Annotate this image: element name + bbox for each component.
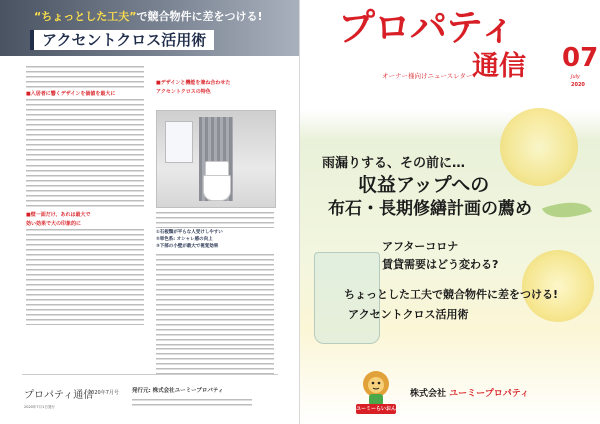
right-page [300, 0, 600, 424]
feature-1-line-2: 賃貸需要はどう変わる? [382, 258, 499, 271]
masthead-tagline: オーナー様向けニュースレター [382, 72, 473, 80]
article-banner [0, 0, 300, 56]
masthead-tsushin: 通信 [472, 51, 526, 82]
body-text-block [26, 165, 144, 209]
footer-issue: 2020年7月号 [88, 390, 119, 396]
footer-address [132, 399, 252, 411]
feature-2-line-2: アクセントクロス活用術 [348, 308, 469, 321]
article-column-2 [156, 66, 274, 97]
restroom-photo [156, 110, 276, 208]
footer-publisher: 発行元: 株式会社ユーミープロパティ [132, 388, 224, 394]
issue-year: 2020 [571, 82, 585, 88]
col2-list-item-3: ③下部の小壁が最大で視覚効果 [156, 244, 219, 249]
banner-subtitle-quote: “ちょっとした工夫” [34, 10, 137, 23]
article-column-1 [26, 66, 144, 327]
col2-list-item-1: ①石板類が平らな人受けしやすい [156, 230, 223, 235]
footer-divider [22, 374, 278, 375]
banner-subtitle [34, 8, 263, 24]
body-text-block [156, 254, 274, 346]
company-name [410, 386, 529, 399]
headline-line-1: 雨漏りする、その前に… [322, 156, 466, 171]
body-text-block [26, 229, 144, 325]
body-text-block [26, 66, 144, 88]
col1-heading-2b: 効い効果で大の印象的に [26, 221, 82, 227]
footer-date: 2020年7月1日発行 [24, 405, 55, 409]
mascot-label: ユーミーらいおん [356, 406, 397, 412]
col2-list-item-2: ②単色系: オシャレ感の向上 [156, 237, 213, 242]
address-text-block [132, 399, 252, 409]
footer-logo: プロパティ通信 [24, 390, 94, 401]
company-prefix: 株式会社 [410, 389, 447, 399]
toilet-bowl [203, 175, 231, 201]
col2-heading-1: ■デザインと機能を兼ね合わせた [156, 80, 231, 86]
col2-heading-1b: アクセントクロスの特色 [156, 89, 211, 95]
banner-title: アクセントクロス活用術 [30, 30, 214, 50]
feature-2-line-1: ちょっとした工夫で競合物件に差をつける! [344, 288, 559, 301]
issue-number: 07 [562, 43, 599, 73]
col1-heading-2: ■壁一面だけ、あれは最大で [26, 212, 91, 218]
masthead-title: プロパティ [338, 6, 516, 49]
banner-subtitle-rest: で競合物件に差をつける! [136, 10, 263, 23]
feature-1-line-1: アフターコロナ [382, 240, 459, 253]
body-text-block [26, 99, 144, 163]
article-column-2-lower [156, 212, 274, 380]
issue-month: July [571, 74, 580, 80]
window-shape [165, 121, 193, 163]
headline-line-3: 布石・長期修繕計画の薦め [328, 199, 532, 219]
leaf-image [542, 193, 592, 228]
body-text-block [156, 212, 274, 228]
headline-line-2: 収益アップへの [358, 174, 490, 196]
company-brand: ユーミープロパティ [449, 389, 529, 399]
lemon-slice-image [500, 108, 578, 186]
col1-heading-1: ■入居者に響くデザインを価値を最大に [26, 91, 116, 97]
